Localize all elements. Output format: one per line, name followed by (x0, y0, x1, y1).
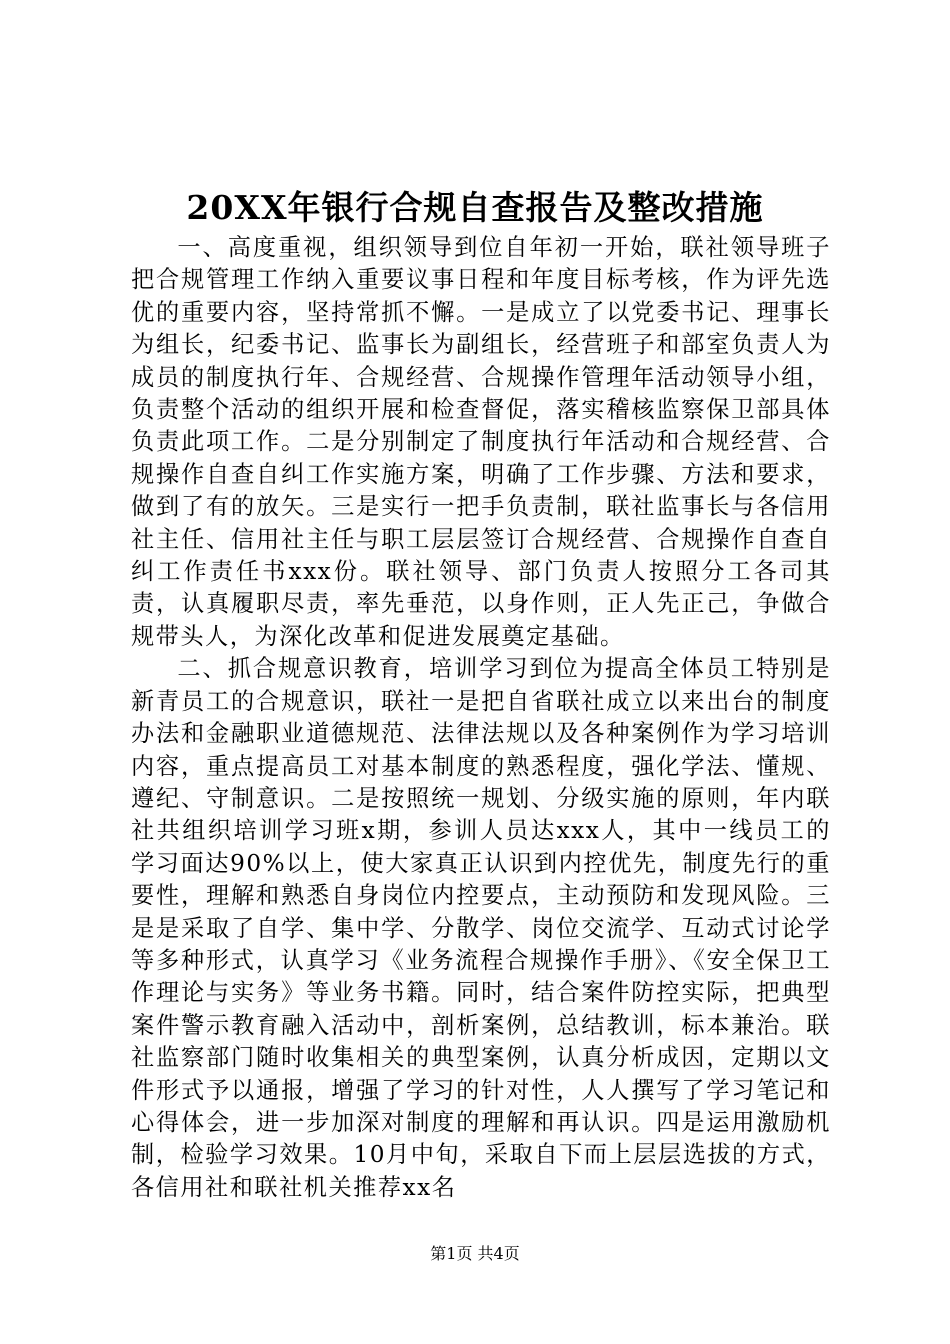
paragraph-2: 二、抓合规意识教育，培训学习到位为提高全体员工特别是新青员工的合规意识，联社一是把自省联社成立以来出台的制度办法和金融职业道德规范、法律法规以及各种案例作为学习培训内容，重点提高员工对基本制度的熟悉程度，强化学法、懂规、遵纪、守制意识。二是按照统一规划、分级实施的原则，年内联社共组织培训学习班x期，参训人员达xxx人，其中一线员工的学习面达90%以上，使大家真正认识到内控优先，制度先行的重要性，理解和熟悉自身岗位内控要点，主动预防和发现风险。三是是采取了自学、集中学、分散学、岗位交流学、互动式讨论学等多种形式，认真学习《业务流程合规操作手册》、《安全保卫工作理论与实务》等业务书籍。同时，结合案件防控实际，把典型案件警示教育融入活动中，剖析案例，总结教训，标本兼治。联社监察部门随时收集相关的典型案例，认真分析成因，定期以文件形式予以通报，增强了学习的针对性，人人撰写了学习笔记和心得体会，进一步加深对制度的理解和再认识。四是运用激励机制，检验学习效果。10月中旬，采取自下而上层层选拔的方式，各信用社和联社机关推荐xx名 (131, 655, 831, 1201)
paragraph-1: 一、高度重视，组织领导到位自年初一开始，联社领导班子把合规管理工作纳入重要议事日程和年度目标考核，作为评先选优的重要内容，坚持常抓不懈。一是成立了以党委书记、理事长为组长，纪委书记、监事长为副组长，经营班子和部室负责人为成员的制度执行年、合规经营、合规操作管理年活动领导小组，负责整个活动的组织开展和检查督促，落实稽核监察保卫部具体负责此项工作。二是分别制定了制度执行年活动和合规经营、合规操作自查自纠工作实施方案，明确了工作步骤、方法和要求，做到了有的放矢。三是实行一把手负责制，联社监事长与各信用社主任、信用社主任与职工层层签订合规经营、合规操作自查自纠工作责任书xxx份。联社领导、部门负责人按照分工各司其责，认真履职尽责，率先垂范，以身作则，正人先正己，争做合规带头人，为深化改革和促进发展奠定基础。 (131, 234, 831, 650)
document-title: 20XX年银行合规自查报告及整改措施 (186, 188, 764, 227)
page-footer: 第1页 共4页 (430, 1244, 520, 1263)
document-body (131, 232, 831, 1204)
